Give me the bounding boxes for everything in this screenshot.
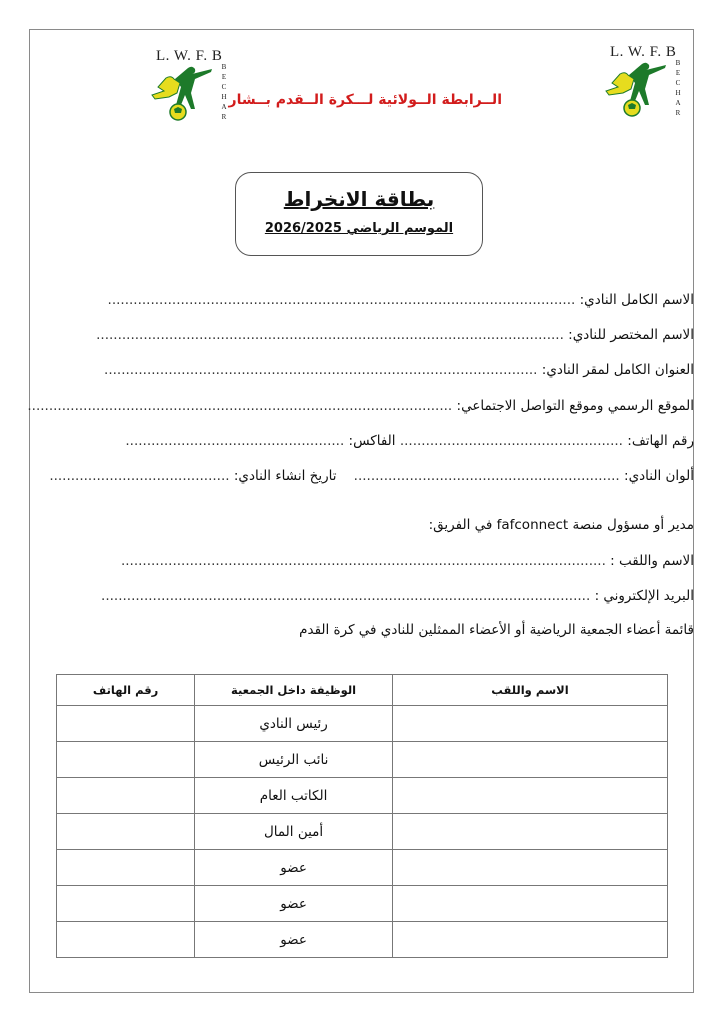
football-player-logo-icon xyxy=(148,64,218,122)
field-label: الاسم الكامل النادي: xyxy=(579,292,694,308)
phone-cell[interactable] xyxy=(57,850,195,886)
role-cell: رئيس النادي xyxy=(195,706,393,742)
name-cell[interactable] xyxy=(392,814,667,850)
column-header-phone: رقم الهاتف xyxy=(57,675,195,706)
logo-abbreviation: L. W. F. B xyxy=(156,48,223,64)
field-label: ألوان النادي: xyxy=(624,468,694,484)
phone-cell[interactable] xyxy=(57,706,195,742)
logo-abbreviation: L. W. F. B xyxy=(610,44,677,60)
name-cell[interactable] xyxy=(392,742,667,778)
members-table xyxy=(56,674,668,958)
table-row xyxy=(57,742,668,778)
name-cell[interactable] xyxy=(392,778,667,814)
table-row xyxy=(57,886,668,922)
season-label: الموسم الرياضي 2026/2025 xyxy=(264,221,454,236)
phone-cell[interactable] xyxy=(57,814,195,850)
table-row xyxy=(57,850,668,886)
title-box xyxy=(235,172,483,256)
field-colors-founded[interactable] xyxy=(49,468,694,484)
field-label: الفاكس: xyxy=(348,433,396,449)
phone-cell[interactable] xyxy=(57,742,195,778)
role-cell: عضو xyxy=(195,850,393,886)
field-label: البريد الإلكتروني : xyxy=(594,588,694,604)
table-row xyxy=(57,922,668,958)
fill-line[interactable]: ................................................................................................................. xyxy=(120,553,606,569)
founded-fill-line[interactable]: .......................................... xyxy=(49,468,230,484)
column-header-role: الوظيفة داخل الجمعية xyxy=(195,675,393,706)
phone-fill-line[interactable]: .................................................... xyxy=(395,433,623,449)
column-header-name: الاسم واللقب xyxy=(392,675,667,706)
field-phone-fax[interactable] xyxy=(125,433,694,449)
role-cell: نائب الرئيس xyxy=(195,742,393,778)
field-label: الاسم المختصر للنادي: xyxy=(568,327,694,343)
league-logo-left xyxy=(148,48,228,120)
table-row xyxy=(57,814,668,850)
page-title: بطاقة الانخراط xyxy=(283,187,435,211)
field-full-name[interactable] xyxy=(108,292,694,308)
fill-line[interactable]: ................................................................................................... xyxy=(27,398,453,414)
role-cell: عضو xyxy=(195,922,393,958)
name-cell[interactable] xyxy=(392,706,667,742)
field-manager-name[interactable] xyxy=(121,553,694,569)
field-label: رقم الهاتف: xyxy=(627,433,694,449)
table-row xyxy=(57,778,668,814)
league-logo-right xyxy=(602,44,682,116)
name-cell[interactable] xyxy=(392,922,667,958)
field-email[interactable] xyxy=(101,588,694,604)
fill-line[interactable]: ............................................................................................................. xyxy=(107,292,576,308)
logo-city: B E C H A R xyxy=(675,59,681,117)
phone-cell[interactable] xyxy=(57,886,195,922)
table-row xyxy=(57,706,668,742)
role-cell: أمين المال xyxy=(195,814,393,850)
field-website[interactable] xyxy=(27,398,694,414)
field-label: الاسم واللقب : xyxy=(610,553,694,569)
table-header-row xyxy=(57,675,668,706)
manager-heading: مدير أو مسؤول منصة fafconnect في الفريق: xyxy=(428,517,694,533)
name-cell[interactable] xyxy=(392,886,667,922)
role-cell: عضو xyxy=(195,886,393,922)
role-cell: الكاتب العام xyxy=(195,778,393,814)
field-label: العنوان الكامل لمقر النادي: xyxy=(541,362,694,378)
phone-cell[interactable] xyxy=(57,778,195,814)
field-short-name[interactable] xyxy=(96,327,694,343)
members-heading: قائمة أعضاء الجمعية الرياضية أو الأعضاء الممثلين للنادي في كرة القدم xyxy=(299,622,694,638)
field-address[interactable] xyxy=(104,362,694,378)
fill-line[interactable]: ............................................................................................................. xyxy=(96,327,564,343)
colors-fill-line[interactable]: .............................................................. xyxy=(340,468,620,484)
league-name: الــرابطة الــولائية لـــكرة الــقدم بــشار xyxy=(228,92,502,108)
fill-line[interactable]: ..................................................................................................... xyxy=(104,362,538,378)
name-cell[interactable] xyxy=(392,850,667,886)
football-player-logo-icon xyxy=(602,60,672,118)
phone-cell[interactable] xyxy=(57,922,195,958)
field-label: الموقع الرسمي وموقع التواصل الاجتماعي: xyxy=(456,398,694,414)
fax-fill-line[interactable]: ................................................... xyxy=(125,433,345,449)
logo-city: B E C H A R xyxy=(221,63,227,121)
field-label: تاريخ انشاء النادي: xyxy=(233,468,337,484)
fill-line[interactable]: .................................................................................................................. xyxy=(101,588,591,604)
